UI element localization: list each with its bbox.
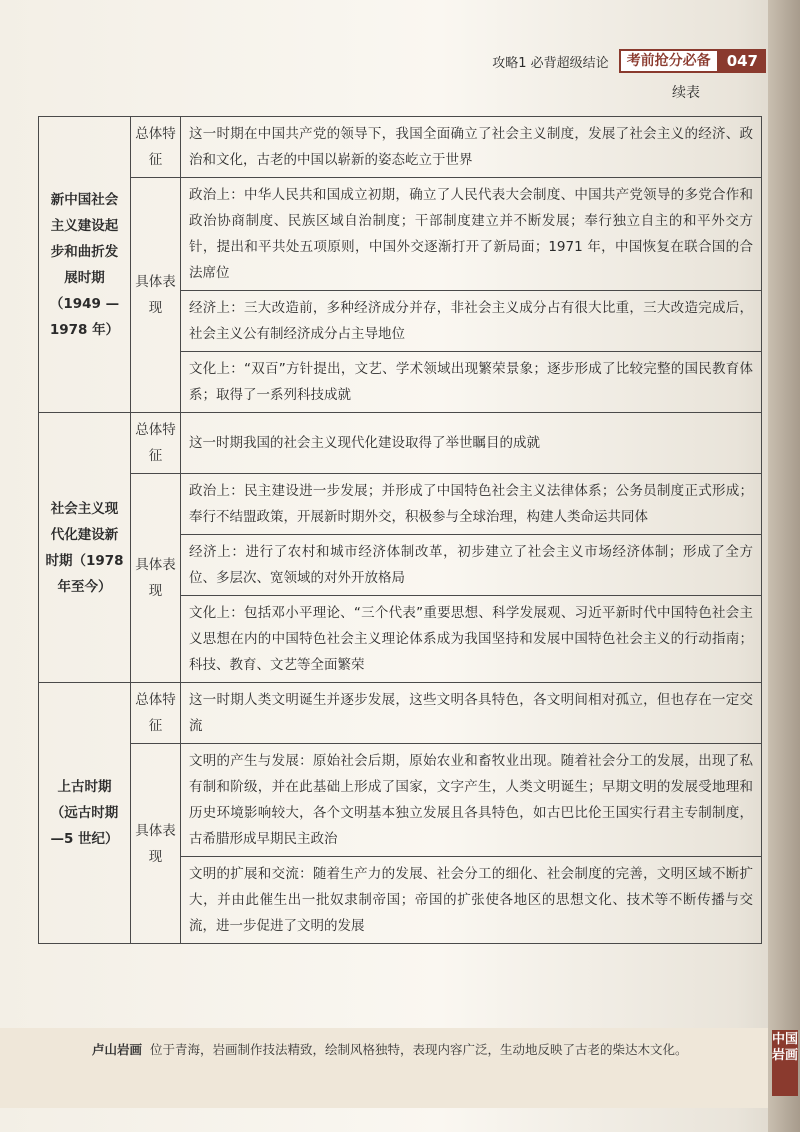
page-edge — [768, 0, 800, 1132]
footer-title: 卢山岩画 — [92, 1042, 143, 1057]
detail-text: 经济上：进行了农村和城市经济体制改革，初步建立了社会主义市场经济体制；形成了全方位、多层次、宽领域的对外开放格局 — [181, 535, 762, 596]
footer-text: 位于青海，岩画制作技法精致，绘制风格独特，表现内容广泛，生动地反映了古老的柴达木文化。 — [150, 1042, 688, 1057]
detail-text: 文明的产生与发展：原始社会后期，原始农业和畜牧业出现。随着社会分工的发展，出现了私有制和阶级，并在此基础上形成了国家，文字产生，人类文明诞生；早期文明的发展受地理和历史环境影响较大，各个文明基本独立发展且各具特色，如古巴比伦王国实行君主专制制度，古希腊形成早期民主政治 — [181, 744, 762, 857]
page-header — [420, 46, 766, 76]
footer-note — [40, 1040, 710, 1060]
detail-text: 政治上：中华人民共和国成立初期，确立了人民代表大会制度、中国共产党领导的多党合作和政治协商制度、民族区域自治制度；干部制度建立并不断发展；奉行独立自主的和平外交方针，提出和平共处五项原则，中国外交逐渐打开了新局面；1971 年，中国恢复在联合国的合法席位 — [181, 178, 762, 291]
period-name: 新中国社会主义建设起步和曲折发展时期（1949 — 1978 年） — [39, 117, 131, 413]
history-table — [38, 116, 762, 944]
table-row — [39, 744, 762, 857]
aspect-label: 具体表现 — [131, 178, 181, 413]
detail-text: 经济上：三大改造前，多种经济成分并存，非社会主义成分占有很大比重，三大改造完成后，社会主义公有制经济成分占主导地位 — [181, 291, 762, 352]
aspect-label: 总体特征 — [131, 413, 181, 474]
detail-text: 文化上：“双百”方针提出，文艺、学术领域出现繁荣景象；逐步形成了比较完整的国民教育体系；取得了一系列科技成就 — [181, 352, 762, 413]
aspect-label: 具体表现 — [131, 474, 181, 683]
page-number: 047 — [719, 49, 766, 73]
table-row — [39, 474, 762, 535]
detail-text: 政治上：民主建设进一步发展；并形成了中国特色社会主义法律体系；公务员制度正式形成；奉行不结盟政策，开展新时期外交，积极参与全球治理，构建人类命运共同体 — [181, 474, 762, 535]
aspect-label: 总体特征 — [131, 683, 181, 744]
table-row — [39, 178, 762, 291]
guide-title: 攻略1 必背超级结论 — [492, 55, 609, 71]
overall-text: 这一时期在中国共产党的领导下，我国全面确立了社会主义制度，发展了社会主义的经济、政治和文化，古老的中国以崭新的姿态屹立于世界 — [181, 117, 762, 178]
aspect-label: 具体表现 — [131, 744, 181, 944]
detail-text: 文明的扩展和交流：随着生产力的发展、社会分工的细化、社会制度的完善，文明区域不断扩大，并由此催生出一批奴隶制帝国；帝国的扩张使各地区的思想文化、技术等不断传播与交流，进一步促进了文明的发展 — [181, 857, 762, 944]
table-row — [39, 683, 762, 744]
overall-text: 这一时期我国的社会主义现代化建设取得了举世瞩目的成就 — [181, 413, 762, 474]
section-badge: 考前抢分必备 — [619, 49, 719, 73]
overall-text: 这一时期人类文明诞生并逐步发展，这些文明各具特色，各文明间相对孤立，但也存在一定交流 — [181, 683, 762, 744]
period-name: 上古时期（远古时期—5 世纪） — [39, 683, 131, 944]
detail-text: 文化上：包括邓小平理论、“三个代表”重要思想、科学发展观、习近平新时代中国特色社会主义思想在内的中国特色社会主义理论体系成为我国坚持和发展中国特色社会主义的行动指南；科技、教育、文艺等全面繁荣 — [181, 596, 762, 683]
period-name: 社会主义现代化建设新时期（1978 年至今） — [39, 413, 131, 683]
section-tab: 中国岩画 — [772, 1030, 798, 1096]
table-row — [39, 413, 762, 474]
table-row — [39, 117, 762, 178]
continued-label: 续表 — [672, 85, 700, 101]
aspect-label: 总体特征 — [131, 117, 181, 178]
